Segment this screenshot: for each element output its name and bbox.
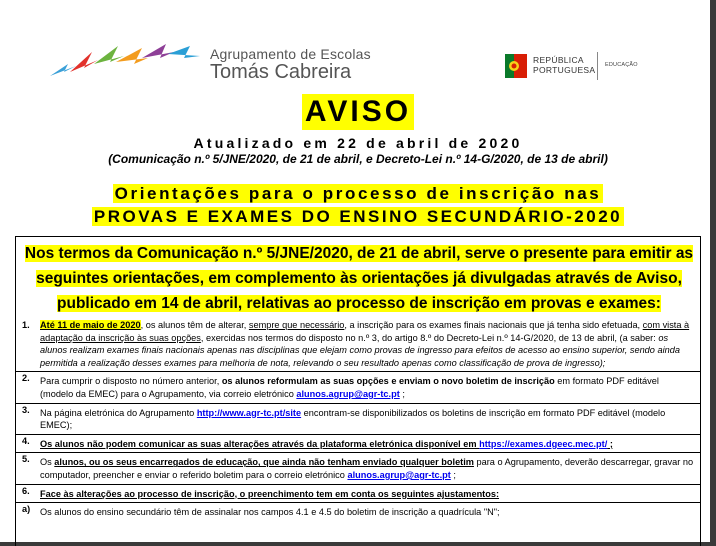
logo-line-1: Agrupamento de Escolas [210,46,371,62]
orientation-line-1-text: Orientações para o processo de inscrição nas [114,184,602,203]
item-text-italic: os alunos realizam exames finais nacionais apenas nas disciplinas que elejam como provas de ingresso para efeitos de acesso ao ensino superior, sendo ainda permitida a realização desses exames para melhoria de nota, relevando o seu resultado apenas como classificação de prova de ingresso); [40,332,680,368]
intro-line-3: publicado em 14 de abril, relativas ao processo de inscrição em provas e exames: [57,295,661,312]
exames-platform-link[interactable]: https://exames.dgeec.mec.pt/ [479,438,608,449]
list-item [16,403,700,432]
item-text: Na página eletrónica do Agrupamento [40,407,197,418]
email-link[interactable]: alunos.agrup@agr-tc.pt [347,469,451,480]
logo-divider [597,52,598,80]
list-item [16,484,700,501]
item-text-underlined: com vista à adaptação da inscrição às suas opções [40,320,690,343]
republica-text [533,55,595,75]
document-header [50,38,700,90]
intro-line-1: Nos termos da Comunicação n.º 5/JNE/2020, de 21 de abril, serve o presente para emitir as [24,245,694,262]
item-text: para o Agrupamento, deverão descarregar, gravar no computador, preencher e enviar o referido boletim para o correio eletrónico [40,457,694,480]
deadline-text: Até 11 de maio de 2020 [40,320,141,330]
item-number: a) [22,504,31,515]
communication-reference: (Comunicação n.º 5/JNE/2020, de 21 de abril, e Decreto-Lei n.º 14-G/2020, de 13 de abril) [108,152,608,166]
item-text: Os alunos do ensino secundário têm de assinalar nos campos 4.1 e 4.5 do boletim de inscrição a quadrícula "N"; [40,507,500,518]
updated-date: Atualizado em 22 de abril de 2020 [193,135,523,151]
item-text: Para cumprir o disposto no número anterior, [40,376,222,387]
item-text: , a inscrição para os exames finais nacionais que já tenha sido efetuada, [344,320,643,330]
item-number: 5. [22,454,30,465]
intro-line-2: seguintes orientações, em complemento às orientações já divulgadas através de Aviso, [36,270,682,287]
republica-portuguesa-logo [505,52,705,82]
item-number: 3. [22,404,30,415]
orientation-list [16,319,700,519]
school-logo-icon [50,42,210,88]
item-text: , exercidas nos termos do disposto no n.º 3, do artigo 8.º do Decreto-Lei n.º 14-G/2020, de 13 de abril, (a saber: [200,332,659,343]
item-number: 6. [22,485,30,496]
logo-line-2: Tomás Cabreira [210,61,352,83]
list-item [16,319,700,369]
portuguese-flag-icon [505,54,527,78]
educacao-label: EDUCAÇÃO [605,62,638,68]
item-text: , os alunos têm de alterar, [140,320,249,330]
item-text: ; [607,438,613,449]
list-item [16,434,700,451]
window-frame-right [710,0,716,546]
item-number: 2. [22,373,30,384]
email-link[interactable]: alunos.agrup@agr-tc.pt [296,388,400,399]
item-text-underlined: sempre que necessário [248,320,345,330]
item-text-bold: os alunos reformulam as suas opções e enviam o novo boletim de inscrição [221,376,555,387]
item-text-bold: alunos, ou os seus encarregados de educação, que ainda não tenham enviado qualquer boletim [54,457,474,468]
item-text-bold: Face às alterações ao processo de inscrição, o preenchimento tem em conta os seguintes ajustamentos: [40,488,500,499]
item-text: ; [399,388,405,399]
item-text: Os [40,457,55,468]
item-number: 4. [22,435,30,446]
list-item [16,371,700,400]
intro-paragraph [16,241,702,316]
item-text: em formato PDF editável (modelo da EMEC) para o Agrupamento, via correio eletrónico [40,376,659,399]
orientation-heading-line-1 [0,184,716,204]
item-text-bold: Os alunos não podem comunicar as suas alterações através da plataforma eletrónica disponível em [40,438,480,449]
website-link[interactable]: http://www.agr-tc.pt/site [196,407,302,418]
item-text: ; [450,469,456,480]
item-text: encontram-se disponibilizados os boletins de inscrição em formato PDF editável (modelo EMEC); [40,407,666,431]
orientation-heading-line-2 [0,207,716,227]
item-number: 1. [22,320,30,330]
republica-line-2: PORTUGUESA [533,65,596,75]
title-wrapper [0,94,716,130]
republica-line-1: REPÚBLICA [533,55,584,65]
orientation-line-2-text: PROVAS E EXAMES DO ENSINO SECUNDÁRIO-2020 [93,207,623,226]
list-item [16,502,700,519]
page-title: AVISO [302,94,414,130]
list-item [16,452,700,481]
content-box [15,236,701,546]
